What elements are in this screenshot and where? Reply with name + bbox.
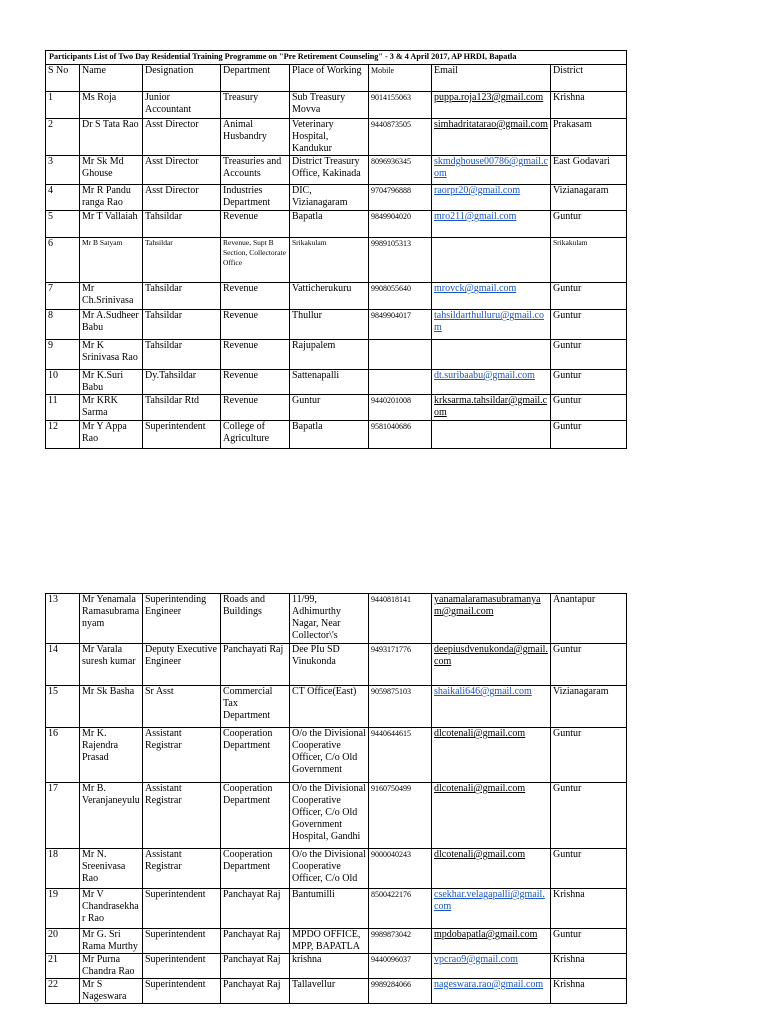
cell-name: Ms Roja bbox=[80, 92, 143, 119]
cell-sno: 4 bbox=[46, 185, 80, 211]
cell-district: Krishna bbox=[551, 92, 627, 119]
cell-desig: Assistant Registrar bbox=[143, 783, 221, 849]
cell-sno: 13 bbox=[46, 594, 80, 644]
cell-mobile: 9908055640 bbox=[369, 283, 432, 310]
table-row bbox=[46, 421, 627, 449]
cell-place: Veterinary Hospital, Kandukur bbox=[290, 119, 369, 156]
email-link[interactable]: dlcotenali@gmail.com bbox=[434, 783, 526, 794]
cell-dept: Revenue bbox=[221, 395, 290, 421]
email-link[interactable]: krksarma.tahsildar@gmail.com bbox=[434, 395, 548, 418]
email-link[interactable]: yanamalaramasubramanyam@gmail.com bbox=[434, 594, 541, 617]
cell-sno: 16 bbox=[46, 728, 80, 783]
table-row bbox=[46, 644, 627, 686]
cell-district: Krishna bbox=[551, 889, 627, 929]
cell-district: Guntur bbox=[551, 310, 627, 340]
cell-sno: 22 bbox=[46, 979, 80, 1004]
cell-desig: Asst Director bbox=[143, 119, 221, 156]
cell-district: Guntur bbox=[551, 340, 627, 370]
cell-name: Mr KRK Sarma bbox=[80, 395, 143, 421]
cell-sno: 3 bbox=[46, 156, 80, 185]
cell-dept: Treasury bbox=[221, 92, 290, 119]
table-row bbox=[46, 783, 627, 849]
email-link[interactable]: nageswara.rao@gmail.com bbox=[434, 979, 544, 990]
cell-email bbox=[432, 686, 551, 728]
table-row bbox=[46, 211, 627, 238]
table-row bbox=[46, 340, 627, 370]
header-name: Name bbox=[80, 65, 143, 92]
cell-place: Sattenapalli bbox=[290, 370, 369, 395]
cell-place: Vatticherukuru bbox=[290, 283, 369, 310]
cell-mobile: 8500422176 bbox=[369, 889, 432, 929]
email-link[interactable]: dt.suribaabu@gmail.com bbox=[434, 370, 535, 381]
cell-sno: 7 bbox=[46, 283, 80, 310]
cell-place: O/o the Divisional Cooperative Officer, C/o Old Government bbox=[290, 728, 369, 783]
cell-dept: Animal Husbandry bbox=[221, 119, 290, 156]
cell-mobile: 9581040686 bbox=[369, 421, 432, 449]
cell-district: Guntur bbox=[551, 728, 627, 783]
cell-name: Mr B. Veranjaneyulu bbox=[80, 783, 143, 849]
cell-email bbox=[432, 283, 551, 310]
cell-dept: Commercial Tax Department bbox=[221, 686, 290, 728]
cell-email bbox=[432, 783, 551, 849]
cell-sno: 9 bbox=[46, 340, 80, 370]
cell-email bbox=[432, 211, 551, 238]
cell-dept: Treasuries and Accounts bbox=[221, 156, 290, 185]
cell-dept: Industries Department bbox=[221, 185, 290, 211]
cell-dept: Revenue bbox=[221, 310, 290, 340]
table-row bbox=[46, 728, 627, 783]
cell-sno: 18 bbox=[46, 849, 80, 889]
cell-dept: Revenue, Supt B Section, Collectorate Office bbox=[221, 238, 290, 283]
cell-sno: 14 bbox=[46, 644, 80, 686]
cell-name: Dr S Tata Rao bbox=[80, 119, 143, 156]
cell-place: Rajupalem bbox=[290, 340, 369, 370]
table-row bbox=[46, 310, 627, 340]
cell-mobile: 9440644615 bbox=[369, 728, 432, 783]
cell-place: O/o the Divisional Cooperative Officer, C/o Old bbox=[290, 849, 369, 889]
table-row bbox=[46, 156, 627, 185]
cell-email bbox=[432, 644, 551, 686]
cell-desig: Superintendent bbox=[143, 979, 221, 1004]
cell-place: Thullur bbox=[290, 310, 369, 340]
email-link[interactable]: mrovck@gmail.com bbox=[434, 283, 517, 294]
cell-desig: Asst Director bbox=[143, 156, 221, 185]
cell-email bbox=[432, 185, 551, 211]
table-row bbox=[46, 954, 627, 979]
cell-place: MPDO OFFICE, MPP, BAPATLA bbox=[290, 929, 369, 954]
cell-desig: Tahsildar bbox=[143, 283, 221, 310]
email-link[interactable]: mpdobapatla@gmail.com bbox=[434, 929, 538, 940]
cell-district: Guntur bbox=[551, 849, 627, 889]
cell-place: Dee PIu SD Vinukonda bbox=[290, 644, 369, 686]
table-row bbox=[46, 283, 627, 310]
cell-email bbox=[432, 954, 551, 979]
cell-sno: 12 bbox=[46, 421, 80, 449]
cell-dept: Panchayat Raj bbox=[221, 889, 290, 929]
cell-name: Mr B Satyam bbox=[80, 238, 143, 283]
email-link[interactable]: shaikali646@gmail.com bbox=[434, 686, 532, 697]
cell-sno: 2 bbox=[46, 119, 80, 156]
cell-name: Mr Sk Md Ghouse bbox=[80, 156, 143, 185]
cell-mobile: 9849904017 bbox=[369, 310, 432, 340]
cell-desig: Assistant Registrar bbox=[143, 849, 221, 889]
email-link[interactable]: skmdghouse00786@gmail.com bbox=[434, 156, 548, 179]
cell-name: Mr Ch.Srinivasa bbox=[80, 283, 143, 310]
cell-place: Bapatla bbox=[290, 211, 369, 238]
cell-place: Guntur bbox=[290, 395, 369, 421]
cell-district: Anantapur bbox=[551, 594, 627, 644]
cell-email bbox=[432, 119, 551, 156]
table-row bbox=[46, 92, 627, 119]
cell-dept: Cooperation Department bbox=[221, 728, 290, 783]
cell-dept: Revenue bbox=[221, 370, 290, 395]
cell-sno: 1 bbox=[46, 92, 80, 119]
cell-desig: Tahsildar Rtd bbox=[143, 395, 221, 421]
cell-mobile bbox=[369, 340, 432, 370]
cell-sno: 6 bbox=[46, 238, 80, 283]
cell-place: Tallavellur bbox=[290, 979, 369, 1004]
cell-mobile: 9704796888 bbox=[369, 185, 432, 211]
cell-dept: Panchayati Raj bbox=[221, 644, 290, 686]
cell-mobile: 9059875103 bbox=[369, 686, 432, 728]
cell-name: Mr K. Rajendra Prasad bbox=[80, 728, 143, 783]
email-link[interactable]: simhadritatarao@gmail.com bbox=[434, 119, 548, 130]
table-row bbox=[46, 119, 627, 156]
cell-desig: Asst Director bbox=[143, 185, 221, 211]
cell-district: Srikakulam bbox=[551, 238, 627, 283]
table-row bbox=[46, 979, 627, 1004]
cell-desig: Tahsildar bbox=[143, 310, 221, 340]
cell-mobile: 9440818141 bbox=[369, 594, 432, 644]
header-sno: S No bbox=[46, 65, 80, 92]
cell-district: Krishna bbox=[551, 979, 627, 1004]
cell-email bbox=[432, 929, 551, 954]
email-link[interactable]: dlcotenali@gmail.com bbox=[434, 728, 526, 739]
cell-mobile: 9440873505 bbox=[369, 119, 432, 156]
cell-district: Guntur bbox=[551, 783, 627, 849]
table-row bbox=[46, 929, 627, 954]
cell-email bbox=[432, 728, 551, 783]
cell-name: Mr R Pandu ranga Rao bbox=[80, 185, 143, 211]
cell-desig: Tahsildar bbox=[143, 211, 221, 238]
header-mobile: Mobile bbox=[369, 65, 432, 92]
cell-sno: 21 bbox=[46, 954, 80, 979]
cell-name: Mr K Srinivasa Rao bbox=[80, 340, 143, 370]
cell-sno: 17 bbox=[46, 783, 80, 849]
cell-name: Mr G. Sri Rama Murthy bbox=[80, 929, 143, 954]
email-link[interactable]: dlcotenali@gmail.com bbox=[434, 849, 526, 860]
header-district: District bbox=[551, 65, 627, 92]
cell-district: Guntur bbox=[551, 211, 627, 238]
cell-dept: Panchayat Raj bbox=[221, 929, 290, 954]
title-row bbox=[46, 51, 627, 65]
header-department: Department bbox=[221, 65, 290, 92]
cell-place: Bantumilli bbox=[290, 889, 369, 929]
header-row bbox=[46, 65, 627, 92]
cell-place: 11/99, Adhimurthy Nagar, Near Collector\'s bbox=[290, 594, 369, 644]
cell-dept: Cooperation Department bbox=[221, 849, 290, 889]
table-row bbox=[46, 238, 627, 283]
table-row bbox=[46, 370, 627, 395]
cell-district: Vizianagaram bbox=[551, 686, 627, 728]
participants-table-2 bbox=[45, 593, 627, 1004]
email-link[interactable]: tahsildarthulluru@gmail.com bbox=[434, 310, 545, 333]
cell-mobile: 9849904020 bbox=[369, 211, 432, 238]
cell-mobile: 9014155063 bbox=[369, 92, 432, 119]
header-email: Email bbox=[432, 65, 551, 92]
cell-district: Guntur bbox=[551, 929, 627, 954]
cell-desig: Deputy Executive Engineer bbox=[143, 644, 221, 686]
cell-mobile: 8096936345 bbox=[369, 156, 432, 185]
cell-mobile: 9000040243 bbox=[369, 849, 432, 889]
cell-place: Bapatla bbox=[290, 421, 369, 449]
cell-desig: Tahsildar bbox=[143, 340, 221, 370]
cell-district: Guntur bbox=[551, 421, 627, 449]
email-link[interactable]: deepiusdvenukonda@gmail.com bbox=[434, 644, 548, 667]
cell-mobile: 9493171776 bbox=[369, 644, 432, 686]
cell-name: Mr N. Sreenivasa Rao bbox=[80, 849, 143, 889]
email-link[interactable]: raorpr20@gmail.com bbox=[434, 185, 521, 196]
cell-place: Sub Treasury Movva bbox=[290, 92, 369, 119]
cell-name: Mr S Nageswara bbox=[80, 979, 143, 1004]
cell-name: Mr A.Sudheer Babu bbox=[80, 310, 143, 340]
cell-mobile: 9160750499 bbox=[369, 783, 432, 849]
cell-mobile: 9989105313 bbox=[369, 238, 432, 283]
cell-email bbox=[432, 421, 551, 449]
table-row bbox=[46, 185, 627, 211]
cell-sno: 10 bbox=[46, 370, 80, 395]
cell-district: Guntur bbox=[551, 283, 627, 310]
cell-name: Mr T Vallaiah bbox=[80, 211, 143, 238]
participants-table-1 bbox=[45, 50, 627, 449]
document-title: Participants List of Two Day Residential Training Programme on "Pre Retirement Counseling" - 3 & 4 April 2017, AP HRDI, Bapatla bbox=[46, 51, 627, 65]
cell-dept: Cooperation Department bbox=[221, 783, 290, 849]
cell-name: Mr K.Suri Babu bbox=[80, 370, 143, 395]
cell-sno: 20 bbox=[46, 929, 80, 954]
cell-email bbox=[432, 889, 551, 929]
cell-name: Mr Y Appa Rao bbox=[80, 421, 143, 449]
email-link[interactable]: puppa.roja123@gmail.com bbox=[434, 92, 544, 103]
cell-email bbox=[432, 238, 551, 283]
cell-sno: 15 bbox=[46, 686, 80, 728]
cell-dept: College of Agriculture bbox=[221, 421, 290, 449]
header-designation: Designation bbox=[143, 65, 221, 92]
cell-email bbox=[432, 370, 551, 395]
cell-name: Mr Yenamala Ramasubramanyam bbox=[80, 594, 143, 644]
cell-email bbox=[432, 310, 551, 340]
cell-sno: 8 bbox=[46, 310, 80, 340]
cell-mobile: 9989284066 bbox=[369, 979, 432, 1004]
cell-dept: Roads and Buildings bbox=[221, 594, 290, 644]
cell-mobile: 9440096037 bbox=[369, 954, 432, 979]
cell-dept: Panchayat Raj bbox=[221, 979, 290, 1004]
table-row bbox=[46, 849, 627, 889]
cell-district: Guntur bbox=[551, 644, 627, 686]
cell-desig: Tahsildar bbox=[143, 238, 221, 283]
cell-sno: 19 bbox=[46, 889, 80, 929]
cell-email bbox=[432, 340, 551, 370]
cell-name: Mr Sk Basha bbox=[80, 686, 143, 728]
cell-desig: Assistant Registrar bbox=[143, 728, 221, 783]
cell-desig: Superintending Engineer bbox=[143, 594, 221, 644]
table-row bbox=[46, 395, 627, 421]
cell-name: Mr Purna Chandra Rao bbox=[80, 954, 143, 979]
cell-desig: Superintendent bbox=[143, 421, 221, 449]
cell-email bbox=[432, 849, 551, 889]
cell-place: krishna bbox=[290, 954, 369, 979]
cell-mobile bbox=[369, 370, 432, 395]
cell-name: Mr V Chandrasekhar Rao bbox=[80, 889, 143, 929]
cell-email bbox=[432, 594, 551, 644]
cell-desig: Dy.Tahsildar bbox=[143, 370, 221, 395]
table-row bbox=[46, 594, 627, 644]
table-row bbox=[46, 889, 627, 929]
cell-place: District Treasury Office, Kakinada bbox=[290, 156, 369, 185]
cell-mobile: 9989873042 bbox=[369, 929, 432, 954]
header-place: Place of Working bbox=[290, 65, 369, 92]
cell-email bbox=[432, 979, 551, 1004]
cell-district: Guntur bbox=[551, 370, 627, 395]
cell-mobile: 9440201008 bbox=[369, 395, 432, 421]
cell-email bbox=[432, 395, 551, 421]
email-link[interactable]: mro211@gmail.com bbox=[434, 211, 517, 222]
cell-desig: Superintendent bbox=[143, 954, 221, 979]
cell-dept: Revenue bbox=[221, 211, 290, 238]
cell-dept: Revenue bbox=[221, 283, 290, 310]
cell-email bbox=[432, 92, 551, 119]
cell-district: Guntur bbox=[551, 395, 627, 421]
cell-dept: Panchayat Raj bbox=[221, 954, 290, 979]
cell-place: DIC, Vizianagaram bbox=[290, 185, 369, 211]
email-link[interactable]: vpcrao9@gmail.com bbox=[434, 954, 518, 965]
cell-name: Mr Varala suresh kumar bbox=[80, 644, 143, 686]
cell-district: Vizianagaram bbox=[551, 185, 627, 211]
cell-place: O/o the Divisional Cooperative Officer, C/o Old Government Hospital, Gandhi bbox=[290, 783, 369, 849]
cell-desig: Superintendent bbox=[143, 929, 221, 954]
email-link[interactable]: csekhar.velagapalli@gmail.com bbox=[434, 889, 545, 912]
cell-email bbox=[432, 156, 551, 185]
cell-dept: Revenue bbox=[221, 340, 290, 370]
cell-desig: Junior Accountant bbox=[143, 92, 221, 119]
cell-place: CT Office(East) bbox=[290, 686, 369, 728]
cell-sno: 5 bbox=[46, 211, 80, 238]
cell-district: East Godavari bbox=[551, 156, 627, 185]
cell-desig: Superintendent bbox=[143, 889, 221, 929]
cell-desig: Sr Asst bbox=[143, 686, 221, 728]
cell-district: Krishna bbox=[551, 954, 627, 979]
table-row bbox=[46, 686, 627, 728]
cell-sno: 11 bbox=[46, 395, 80, 421]
cell-place: Srikakulam bbox=[290, 238, 369, 283]
cell-district: Prakasam bbox=[551, 119, 627, 156]
